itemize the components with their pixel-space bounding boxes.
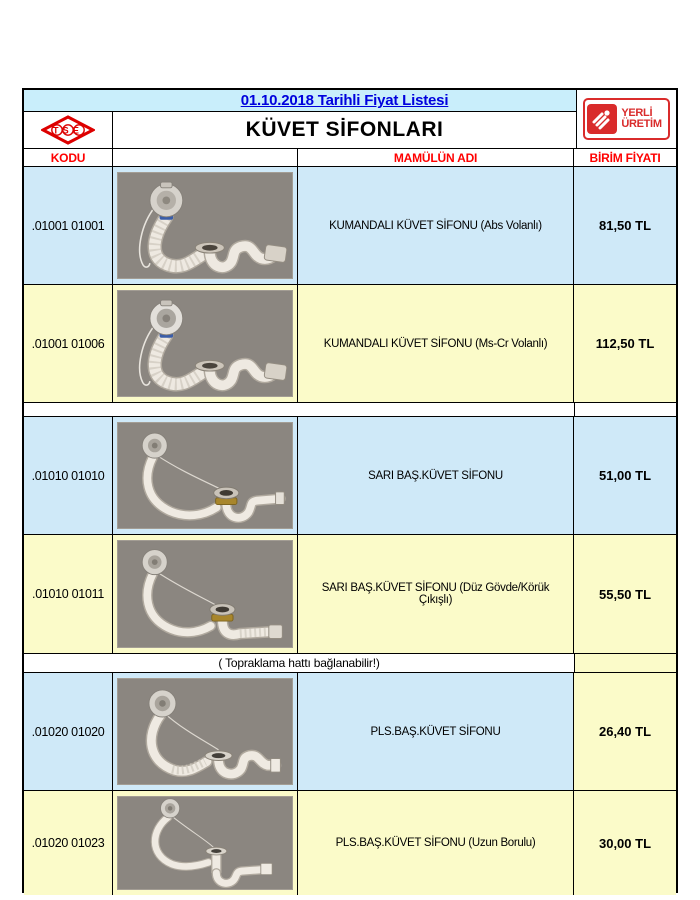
product-image-cell <box>113 673 298 790</box>
col-header-name: MAMÜLÜN ADI <box>298 149 574 166</box>
col-header-image <box>113 149 298 166</box>
badge-text <box>621 108 665 130</box>
siphon-pls-bas-uzun-image <box>118 797 292 889</box>
price-table <box>22 88 678 893</box>
badge-line1: YERLİ <box>621 107 653 119</box>
siphon-sari-bas-image <box>118 423 292 528</box>
separator-row <box>24 403 676 417</box>
product-name: PLS.BAŞ.KÜVET SİFONU <box>298 673 574 790</box>
product-image-cell <box>113 285 298 402</box>
section-title: KÜVET SİFONLARI <box>245 118 444 141</box>
col-header-code: KODU <box>24 149 113 166</box>
product-code: .01001 01001 <box>24 167 113 284</box>
separator-price-cell <box>574 403 676 416</box>
product-photo <box>117 678 293 785</box>
svg-text:TSE: TSE <box>52 125 84 136</box>
product-code: .01020 01023 <box>24 791 113 895</box>
product-image-cell <box>113 535 298 653</box>
product-price: 112,50 TL <box>595 336 655 351</box>
siphon-sari-bas-duz-image <box>118 541 292 647</box>
subtitle-row <box>24 112 576 148</box>
product-price: 81,50 TL <box>598 218 652 233</box>
note-text: ( Topraklama hattı bağlanabilir!) <box>218 656 380 670</box>
product-name: SARI BAŞ.KÜVET SİFONU (Düz Gövde/Körük Çıkışlı) <box>298 535 574 653</box>
table-row <box>24 167 676 285</box>
product-price: 26,40 TL <box>574 673 676 790</box>
table-row <box>24 417 676 535</box>
badge-line2: ÜRETİM <box>621 118 662 130</box>
product-name: KUMANDALI KÜVET SİFONU (Abs Volanlı) <box>298 167 574 284</box>
product-image-cell <box>113 791 298 895</box>
product-photo <box>117 796 293 890</box>
product-name: PLS.BAŞ.KÜVET SİFONU (Uzun Borulu) <box>298 791 574 895</box>
product-photo <box>117 172 293 279</box>
product-name: KUMANDALI KÜVET SİFONU (Ms-Cr Volanlı) <box>298 285 574 402</box>
product-code: .01010 01011 <box>24 535 113 653</box>
col-header-price: BİRİM FİYATI <box>589 150 661 165</box>
product-price: 30,00 TL <box>598 835 652 851</box>
siphon-kumandali-image <box>118 173 292 278</box>
siphon-pls-bas-image <box>118 679 292 784</box>
product-price: 51,00 TL <box>598 468 652 483</box>
table-row <box>24 535 676 654</box>
table-row <box>24 285 676 403</box>
badge-cell <box>577 90 676 148</box>
note-row <box>24 654 676 673</box>
table-row <box>24 673 676 791</box>
yerli-uretim-badge <box>583 98 669 140</box>
title-band <box>24 90 576 112</box>
header-left <box>24 90 577 148</box>
tse-logo-icon <box>41 114 95 146</box>
page-title: 01.10.2018 Tarihli Fiyat Listesi <box>240 92 449 109</box>
product-name: SARI BAŞ.KÜVET SİFONU <box>298 417 574 534</box>
note-price-cell <box>574 654 676 672</box>
section-title-cell <box>113 112 576 148</box>
product-code: .01001 01006 <box>24 285 113 402</box>
tse-logo-cell <box>24 112 113 148</box>
product-code: .01020 01020 <box>24 673 113 790</box>
product-code: .01010 01010 <box>24 417 113 534</box>
column-header-row <box>24 149 676 167</box>
table-row <box>24 791 676 895</box>
product-image-cell <box>113 167 298 284</box>
product-image-cell <box>113 417 298 534</box>
product-photo <box>117 540 293 648</box>
product-photo <box>117 422 293 529</box>
product-price: 55,50 TL <box>598 586 652 602</box>
separator-cell <box>24 403 574 416</box>
product-photo <box>117 290 293 397</box>
siphon-kumandali-image <box>118 291 292 396</box>
hand-icon <box>587 104 617 134</box>
table-header-block <box>24 90 676 149</box>
